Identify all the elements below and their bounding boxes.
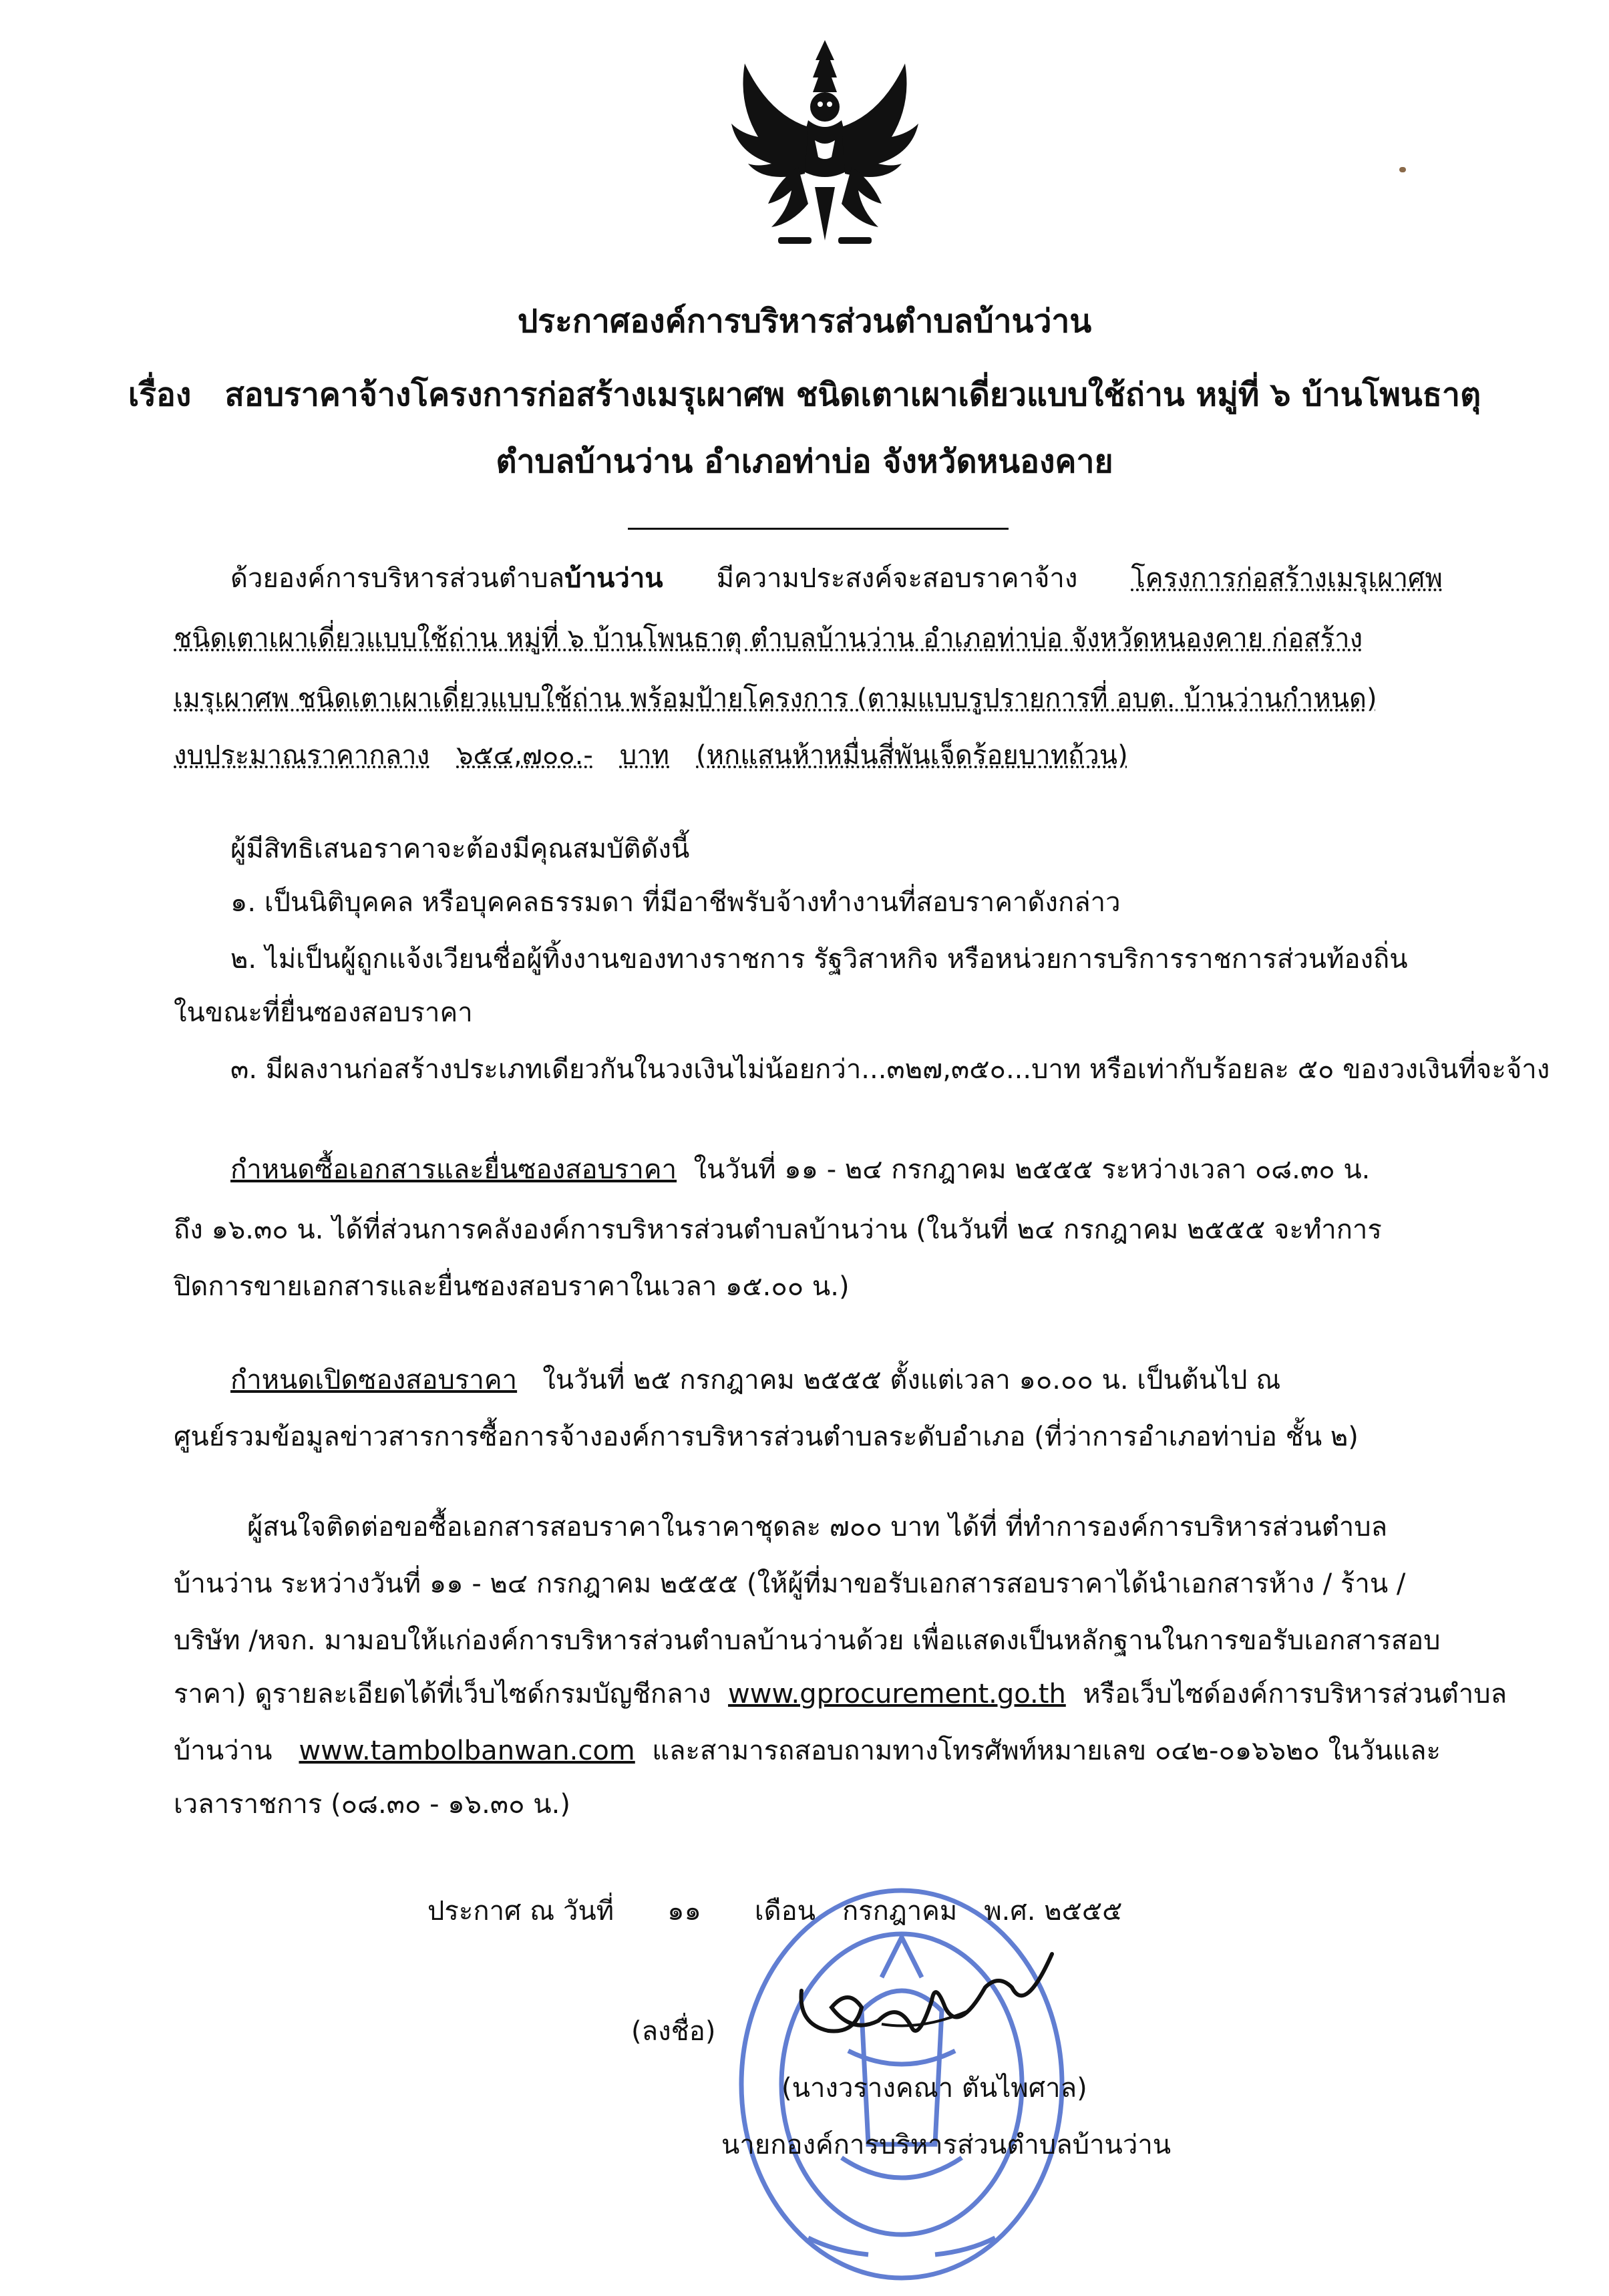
budget-in-words: (หกแสนห้าหมื่นสี่พันเจ็ดร้อยบาทถ้วน) <box>696 740 1128 771</box>
intro-line-4 <box>174 738 1128 773</box>
qualification-3 <box>230 1052 1550 1087</box>
qualifications-heading: ผู้มีสิทธิเสนอราคาจะต้องมีคุณสมบัติดังนี้ <box>230 834 690 864</box>
qualification-3-text: ...บาท หรือเท่ากับร้อยละ ๕๐ ของวงเงินที่จะจ้าง <box>1005 1054 1550 1085</box>
purchase-line-1 <box>230 1152 1370 1187</box>
intro-project-name: โครงการก่อสร้างเมรุเผาศพ <box>1131 563 1443 594</box>
subject-label: เรื่อง <box>128 376 192 414</box>
announce-day: ๑๑ <box>667 1896 701 1927</box>
signer-position: นายกองค์การบริหารส่วนตำบลบ้านว่าน <box>721 2130 1172 2160</box>
budget-unit: บาท <box>619 740 670 771</box>
intro-text: ด้วยองค์การบริหารส่วนตำบล <box>230 563 565 594</box>
subject-text: สอบราคาจ้างโครงการก่อสร้างเมรุเผาศพ ชนิดเตาเผาเดี่ยวแบบใช้ถ่าน หมู่ที่ ๖ บ้านโพนธาตุ <box>224 376 1481 414</box>
contact-line-2: บ้านว่าน ระหว่างวันที่ ๑๑ - ๒๔ กรกฎาคม ๒๕๕๕ (ให้ผู้ที่มาขอรับเอกสารสอบราคาได้นำเอกสารห้าง / ร้าน / <box>174 1569 1406 1599</box>
contact-line-3: บริษัท /หจก. มามอบให้แก่องค์การบริหารส่วนตำบลบ้านว่านด้วย เพื่อแสดงเป็นหลักฐานในการขอรับเอกสารสอบ <box>174 1625 1441 1656</box>
qualification-2: ๒. ไม่เป็นผู้ถูกแจ้งเวียนชื่อผู้ทิ้งงานของทางราชการ รัฐวิสาหกิจ หรือหน่วยการบริการราชการส่วนท้องถิ่น <box>230 944 1408 975</box>
budget-amount: ๖๕๔,๗๐๐.- <box>456 740 593 771</box>
purchase-line-2: ถึง ๑๖.๓๐ น. ได้ที่ส่วนการคลังองค์การบริหารส่วนตำบลบ้านว่าน (ในวันที่ ๒๔ กรกฎาคม ๒๕๕๕ จะทำการ <box>174 1214 1382 1245</box>
garuda-emblem-icon <box>715 33 935 254</box>
year-label: พ.ศ. <box>984 1896 1036 1927</box>
intro-text: มีความประสงค์จะสอบราคาจ้าง <box>716 563 1078 594</box>
minimum-work-value: ๓๒๗,๓๕๐ <box>886 1054 1006 1085</box>
qualification-1: ๑. เป็นนิติบุคคล หรือบุคคลธรรมดา ที่มีอาชีพรับจ้างทำงานที่สอบราคาดังกล่าว <box>230 887 1121 918</box>
gprocurement-link[interactable]: www.gprocurement.go.th <box>728 1679 1066 1709</box>
contact-text: หรือเว็บไซด์องค์การบริหารส่วนตำบล <box>1083 1679 1507 1709</box>
purchase-line-3: ปิดการขายเอกสารและยื่นซองสอบราคาในเวลา ๑๕.๐๐ น.) <box>174 1271 850 1302</box>
announcement-date-line <box>427 1894 1122 1929</box>
header-divider <box>628 528 1009 530</box>
intro-line-3: เมรุเผาศพ ชนิดเตาเผาเดี่ยวแบบใช้ถ่าน พร้อมป้ายโครงการ (ตามแบบรูปรายการที่ อบต. บ้านว่านกำหนด) <box>174 683 1377 714</box>
opening-line-2: ศูนย์รวมข้อมูลข่าวสารการซื้อการจ้างองค์การบริหารส่วนตำบลระดับอำเภอ (ที่ว่าการอำเภอท่าบ่อ ชั้น ๒) <box>174 1422 1359 1452</box>
qualification-2-continued: ในขณะที่ยื่นซองสอบราคา <box>174 997 473 1028</box>
qualification-3-text: ๓. มีผลงานก่อสร้างประเภทเดียวกันในวงเงินไม่น้อยกว่า... <box>230 1054 887 1085</box>
opening-line-1 <box>230 1363 1280 1398</box>
contact-line-6: เวลาราชการ (๐๘.๓๐ - ๑๖.๓๐ น.) <box>174 1789 570 1820</box>
contact-line-5 <box>174 1734 1441 1768</box>
signer-name: (นางวรางคณา ตันไพศาล) <box>781 2073 1087 2104</box>
announce-label: ประกาศ ณ วันที่ <box>427 1896 614 1927</box>
subject-line-1 <box>0 377 1609 412</box>
contact-line-1: ผู้สนใจติดต่อขอซื้อเอกสารสอบราคาในราคาชุดละ ๗๐๐ บาท ได้ที่ ที่ทำการองค์การบริหารส่วนตำบล <box>247 1512 1388 1542</box>
announce-year: ๒๕๕๕ <box>1044 1896 1123 1927</box>
contact-text: บ้านว่าน <box>174 1736 273 1766</box>
month-label: เดือน <box>754 1896 816 1927</box>
opening-label: กำหนดเปิดซองสอบราคา <box>230 1365 518 1396</box>
opening-text: ในวันที่ ๒๕ กรกฎาคม ๒๕๕๕ ตั้งแต่เวลา ๑๐.๐๐ น. เป็นต้นไป ณ <box>542 1365 1281 1396</box>
announce-month: กรกฎาคม <box>842 1896 958 1927</box>
purchase-text: ในวันที่ ๑๑ - ๒๔ กรกฎาคม ๒๕๕๕ ระหว่างเวลา ๐๘.๓๐ น. <box>693 1154 1371 1185</box>
budget-label: งบประมาณราคากลาง <box>174 740 430 771</box>
contact-line-4 <box>174 1677 1507 1711</box>
signature-icon <box>788 1951 1082 2051</box>
sign-label: (ลงชื่อ) <box>631 2016 716 2047</box>
purchase-label: กำหนดซื้อเอกสารและยื่นซองสอบราคา <box>230 1154 677 1185</box>
paper-speck <box>1399 167 1406 172</box>
intro-org-name: บ้านว่าน <box>564 563 663 594</box>
page-title: ประกาศองค์การบริหารส่วนตำบลบ้านว่าน <box>517 303 1092 340</box>
contact-text: ราคา) ดูรายละเอียดได้ที่เว็บไซด์กรมบัญชีกลาง <box>174 1679 711 1709</box>
intro-line-2: ชนิดเตาเผาเดี่ยวแบบใช้ถ่าน หมู่ที่ ๖ บ้านโพนธาตุ ตำบลบ้านว่าน อำเภอท่าบ่อ จังหวัดหนองคาย ก่อสร้าง <box>174 623 1363 654</box>
intro-line-1 <box>230 561 1443 596</box>
tambolbanwan-link[interactable]: www.tambolbanwan.com <box>299 1736 635 1766</box>
contact-text: และสามารถสอบถามทางโทรศัพท์หมายเลข ๐๔๒-๐๑๖๖๒๐ ในวันและ <box>652 1736 1441 1766</box>
subject-line-2: ตำบลบ้านว่าน อำเภอท่าบ่อ จังหวัดหนองคาย <box>496 443 1113 480</box>
